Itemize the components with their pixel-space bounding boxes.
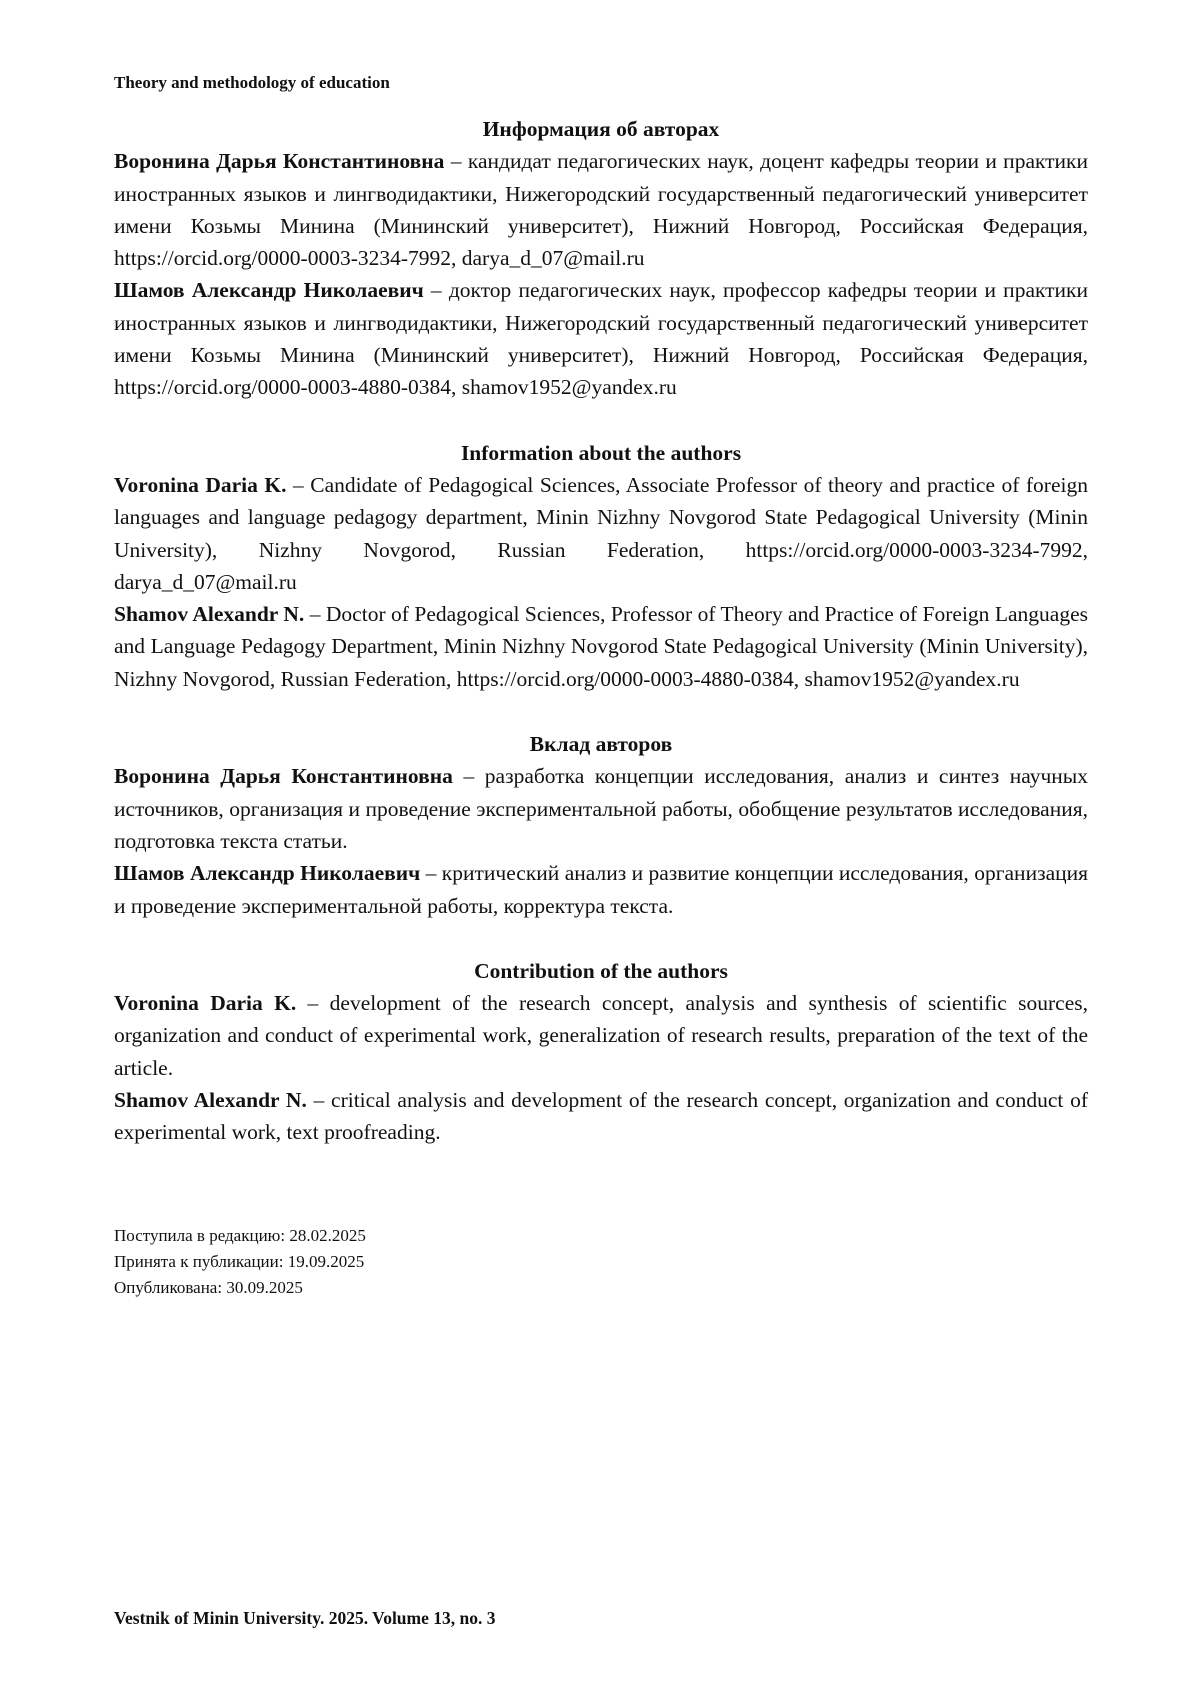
author-description: – доктор педагогических наук, профессор кафедры теории и практики иностранных языков и лингводидактики, Нижегородский государственный педагогический университет имени Козьмы Минина (Мининский университет), Нижний Новгород, Российская Федерация, https://orcid.org/0000-0003-4880-0384, shamov1952@yandex.ru [114,278,1088,400]
author-name: Shamov Alexandr N. [114,602,305,627]
author-entry [114,469,1088,598]
author-entry [114,598,1088,695]
author-name: Voronina Daria K. [114,472,287,497]
section-spacer [114,404,1088,437]
contribution-en-section [114,955,1088,1149]
author-entry [114,274,1088,403]
section-spacer [114,922,1088,955]
running-header: Theory and methodology of education [114,73,390,92]
author-entry [114,145,1088,274]
section-title: Information about the authors [460,440,742,465]
author-description: – Doctor of Pedagogical Sciences, Professor of Theory and Practice of Foreign Languages and Language Pedagogy Department, Minin Nizhny Novgorod State Pedagogical University (Minin University), Nizhny Novgorod, Russian Federation, https://orcid.org/0000-0003-4880-0384, shamov1952@yandex.ru [114,602,1088,691]
section-title: Информация об авторах [482,117,720,141]
author-name: Voronina Daria K. [114,991,297,1016]
author-name: Шамов Александр Николаевич [114,278,424,303]
contribution-ru-section [114,728,1088,922]
contribution-description: – разработка концепции исследования, анализ и синтез научных источников, организация и проведение экспериментальной работы, обобщение результатов исследования, подготовка текста статьи. [114,764,1088,853]
author-description: – Candidate of Pedagogical Sciences, Associate Professor of theory and practice of foreign languages and language pedagogy department, Minin Nizhny Novgorod State Pedagogical University (Minin University), Nizhny Novgorod, Russian Federation, https://orcid.org/0000-0003-3234-7992, darya_d_07@mail.ru [114,472,1088,594]
contribution-entry [114,857,1088,922]
contribution-description: – development of the research concept, analysis and synthesis of scientific sources, organization and conduct of experimental work, generalization of research results, preparation of the text of the article. [114,991,1088,1080]
author-name: Shamov Alexandr N. [114,1088,307,1113]
author-name: Воронина Дарья Константиновна [114,764,453,789]
contribution-description: – critical analysis and development of the research concept, organization and conduct of experimental work, text proofreading. [114,1088,1088,1145]
section-title: Contribution of the authors [474,958,728,983]
author-name: Воронина Дарья Константиновна [114,149,445,174]
authors-info-ru-section [114,113,1088,404]
section-spacer [114,695,1088,728]
section-title: Вклад авторов [529,732,673,757]
contribution-entry [114,760,1088,857]
published-date: Опубликована: 30.09.2025 [114,1278,303,1297]
contribution-description: – критический анализ и развитие концепции исследования, организация и проведение экспериментальной работы, корректура текста. [114,861,1089,918]
running-footer: Vestnik of Minin University. 2025. Volume 13, no. 3 [114,1608,496,1628]
author-name: Шамов Александр Николаевич [114,861,421,886]
contribution-entry [114,1084,1088,1149]
accepted-date: Принята к публикации: 19.09.2025 [114,1252,365,1271]
article-back-matter [114,113,1088,1149]
contribution-entry [114,987,1088,1084]
author-description: – кандидат педагогических наук, доцент кафедры теории и практики иностранных языков и лингводидактики, Нижегородский государственный педагогический университет имени Козьмы Минина (Мининский университет), Нижний Новгород, Российская Федерация, https://orcid.org/0000-0003-3234-7992, darya_d_07@mail.ru [114,149,1089,271]
authors-info-en-section [114,437,1088,695]
received-date: Поступила в редакцию: 28.02.2025 [114,1226,366,1245]
publication-dates [114,1223,366,1301]
